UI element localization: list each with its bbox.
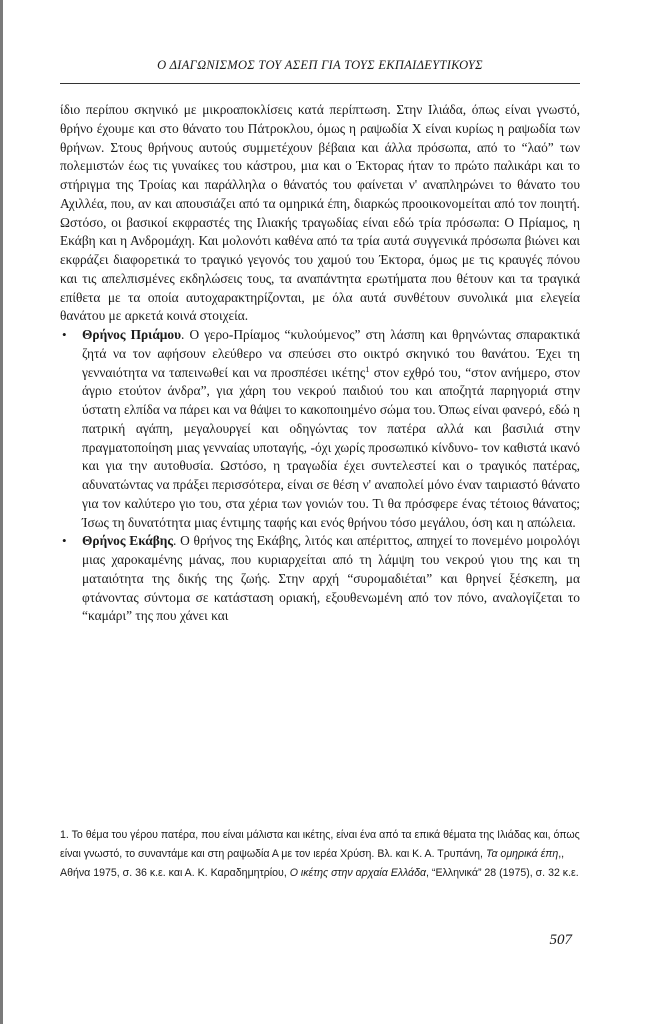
page-number: 507 xyxy=(549,932,572,948)
intro-paragraph: ίδιο περίπου σκηνικό με μικροαποκλίσεις κατά περίπτωση. Στην Ιλιάδα, όπως είναι γνωστό, θρήνο έχουμε και στο θάνατο του Πάτροκλου, όμως η ραψωδία Χ είναι κυρίως η ραψωδία των θρήνων. Στους θρήνους αυτούς συμμετέχουν βέβαια και άλλα πρόσωπα, από το “λαό” των πολεμιστών έως τις γυναίκες του κάστρου, μια και ο Έκτορας ήταν το πρώτο παλικάρι και το στήριγμα της Τροίας και παράλληλα ο θάνατός του φαίνεται ν' αναπληρώνει το θάνατο του Αχιλλέα, που, αν και απουσιάζει από τα ομηρικά έπη, διαρκώς προοικονομείται από τον ποιητή. Ωστόσο, οι βασικοί εκφραστές της Ιλιακής τραγωδίας είναι εδώ τρία πρόσωπα: Ο Πρίαμος, η Εκάβη και η Ανδρομάχη. Και μολονότι καθένα από τα τρία αυτά συγγενικά πρόσωπα βιώνει και εκφράζει διαφορετικά το τραγικό γεγονός του χαμού του Έκτορα, όμως με τις κραυγές πόνου και τις απελπισμένες εκδηλώσεις τους, τα αναπάντητα ερωτήματα που θέτουν και τα τραγικά επίθετα με τα οποία αυτοχαρακτηρίζονται, με όλα αυτά συνθέτουν συνολικά μια ελεγεία θανάτου με αρκετά κοινά στοιχεία. xyxy=(60,102,580,324)
priam-text-2: στον εχθρό του, “στον ανήμερο, στον άγριο ετούτον άνδρα”, για χάρη του νεκρού παιδιού του και αποζητά παρηγοριά στην ύστατη ελπίδα να πάρει και να θάψει το κακοποιημένο σώμα του. Όπως είναι φανερό, εδώ η πατρική αγάπη, μεγαλουργεί και οδηγώντας τον πατέρα αλλά και βασιλιά στην πραγματοποίηση μιας γενναίας υποταγής, -όχι χωρίς προσωπικό κίνδυνο- τον καθιστά ικανό και για την αυτοθυσία. Ωστόσο, η τραγωδία έχει συντελεστεί και ο τραγικός πατέρας, αδυνατώντας να πράξει περισσότερα, είναι σε θέση ν' αναπολεί μόνο έναν ταιριαστό θάνατο για τον καλύτερο γιο του, στα χέρια των γονιών του. Τι θα πρόσφερε ένας τέτοιος θάνατος; Ίσως τη δυνατότητα μιας έντιμης ταφής και ενός θρήνου τόσο μεγάλου, όση και η απώλεια. xyxy=(82,364,580,530)
bullet-icon: • xyxy=(62,327,67,342)
priam-text-1: . Ο γερο-Πρίαμος “κυλούμενος” στη λάσπη και θρηνώντας σπαρακτικά ζητά να τον αφήσουν ελεύθερο να σπεύσει στο οικτρό σκηνικό του θανάτου. Έχει τη γενναιότητα να ταπεινωθεί και να προσπέσει ικέτης xyxy=(82,327,580,380)
term-priam: Θρήνος Πριάμου xyxy=(82,327,182,342)
footnote-text-1: 1. Το θέμα του γέρου πατέρα, που είναι μάλιστα και ικέτης, είναι ένα από τα επικά θέματα της Ιλιάδας και, όπως είναι γνωστό, το συναντάμε και στη ραψωδία Α με τον ιερέα Χρύση. Βλ. και Κ. Α. Τρυπάνη, xyxy=(60,829,580,860)
list-item-hecuba xyxy=(60,532,580,626)
running-header: Ο ΔΙΑΓΩΝΙΣΜΟΣ ΤΟΥ ΑΣΕΠ ΓΙΑ ΤΟΥΣ ΕΚΠΑΙΔΕΥΤΙΚΟΥΣ xyxy=(157,58,483,72)
scan-edge-shadow xyxy=(0,0,3,1024)
footnote-text-2: ,, Αθήνα 1975, σ. 36 κ.ε. και Α. Κ. Καραδημητρίου, xyxy=(60,847,565,879)
footnote xyxy=(60,826,580,882)
term-hecuba: Θρήνος Εκάβης xyxy=(82,533,174,549)
list-item-priam xyxy=(60,326,580,532)
hecuba-text: . Ο θρήνος της Εκάβης, λιτός και απέριττος, απηχεί το πονεμένο μοιρολόγι μιας χαροκαμένης μάνας, που κυριαρχείται από τη λάμψη του νεκρού γιου της και τη ματαιότητα της δικής της ζωής. Στην αρχή “συρομαδιέται” και θρηνεί ξέσκεπη, μα φτάνοντας σύντομα σε κατάσταση οριακή, εξουθενωμένη από τον πόνο, αναλογίζεται το “καμάρι” της που χάνει και xyxy=(82,533,580,624)
footnote-ref: 1 xyxy=(365,363,370,374)
footnote-text-3: , “Ελληνικά” 28 (1975), σ. 32 κ.ε. xyxy=(426,866,579,879)
footnote-title-2: Ο ικέτης στην αρχαία Ελλάδα xyxy=(289,866,427,879)
header-rule xyxy=(60,83,580,84)
lament-list xyxy=(60,326,580,626)
main-text xyxy=(60,101,580,626)
bullet-icon: • xyxy=(62,533,67,549)
footnote-title-1: Τα ομηρικά έπη xyxy=(485,847,559,860)
